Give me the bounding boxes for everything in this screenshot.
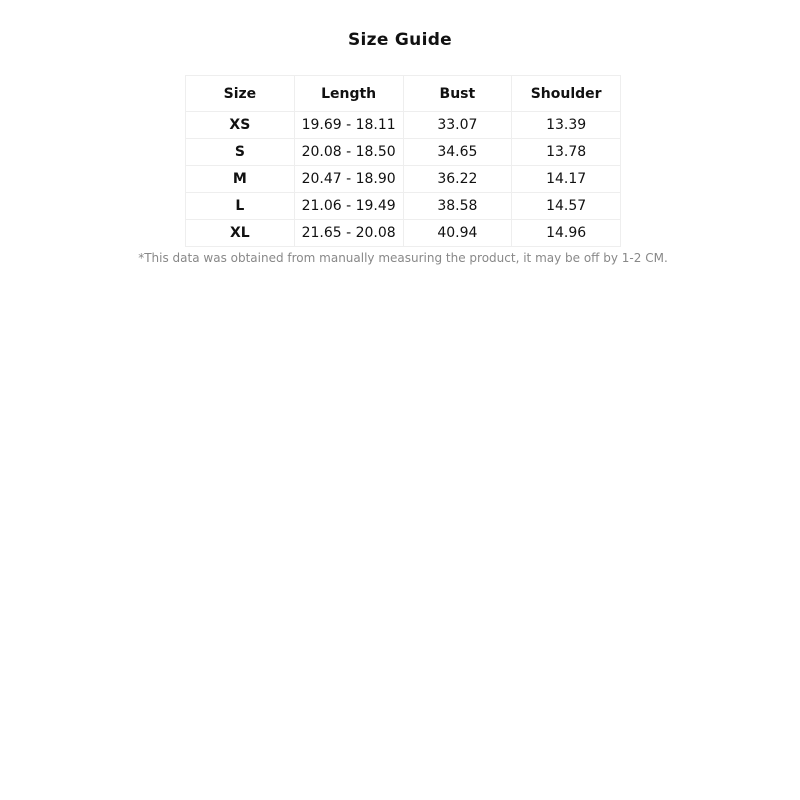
shoulder-cell: 13.78 — [512, 139, 621, 166]
length-cell: 20.08 - 18.50 — [294, 139, 403, 166]
table-row — [186, 166, 621, 193]
shoulder-cell: 14.17 — [512, 166, 621, 193]
bust-cell: 34.65 — [403, 139, 512, 166]
size-cell: M — [186, 166, 295, 193]
header-length: Length — [294, 76, 403, 112]
page-title: Size Guide — [348, 30, 452, 50]
shoulder-cell: 13.39 — [512, 112, 621, 139]
length-cell: 20.47 - 18.90 — [294, 166, 403, 193]
header-size: Size — [186, 76, 295, 112]
length-cell: 19.69 - 18.11 — [294, 112, 403, 139]
shoulder-cell: 14.57 — [512, 193, 621, 220]
table-row — [186, 139, 621, 166]
size-cell: S — [186, 139, 295, 166]
measurement-note: *This data was obtained from manually measuring the product, it may be off by 1-2 CM. — [138, 251, 668, 265]
length-cell: 21.65 - 20.08 — [294, 220, 403, 247]
length-cell: 21.06 - 19.49 — [294, 193, 403, 220]
bust-cell: 38.58 — [403, 193, 512, 220]
size-cell: L — [186, 193, 295, 220]
size-cell: XL — [186, 220, 295, 247]
bust-cell: 36.22 — [403, 166, 512, 193]
shoulder-cell: 14.96 — [512, 220, 621, 247]
table-row — [186, 193, 621, 220]
size-cell: XS — [186, 112, 295, 139]
table-row — [186, 220, 621, 247]
bust-cell: 40.94 — [403, 220, 512, 247]
header-shoulder: Shoulder — [512, 76, 621, 112]
header-bust: Bust — [403, 76, 512, 112]
bust-cell: 33.07 — [403, 112, 512, 139]
table-header-row — [186, 76, 621, 112]
size-table — [185, 75, 621, 247]
table-row — [186, 112, 621, 139]
